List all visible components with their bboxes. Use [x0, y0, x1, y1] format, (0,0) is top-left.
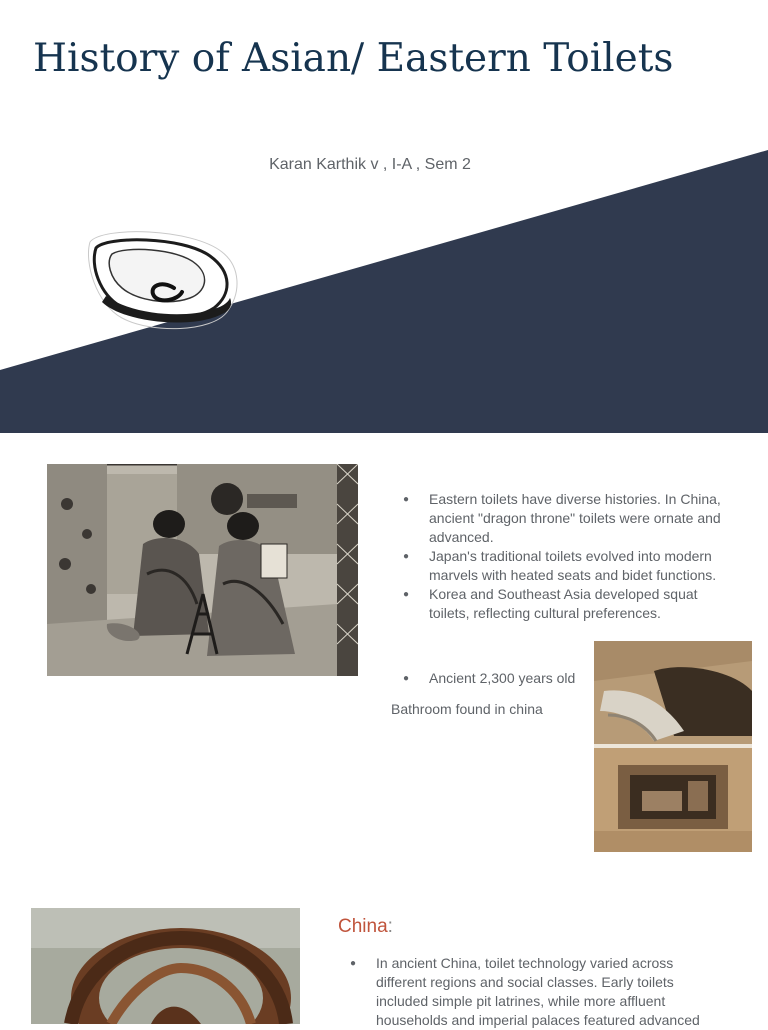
- japanese-illustration-image: [47, 464, 358, 676]
- author-subtitle: Karan Karthik v , I-A , Sem 2: [269, 156, 471, 173]
- wooden-toilet-photo: [31, 908, 300, 1024]
- list-item: ● Ancient 2,300 years old: [403, 669, 593, 688]
- list-item: ● Eastern toilets have diverse histories. In China, ancient "dragon throne" toilets were ornate and advanced.: [403, 490, 733, 547]
- china-bullet-list: [350, 954, 710, 1030]
- list-item: ● Korea and Southeast Asia developed squat toilets, reflecting cultural preferences.: [403, 585, 733, 623]
- list-item: ● Japan's traditional toilets evolved into modern marvels with heated seats and bidet functions.: [403, 547, 733, 585]
- overview-bullet-list: [403, 490, 733, 623]
- list-item: ● In ancient China, toilet technology varied across different regions and social classes. Early toilets included simple pit latrines, while more affluent households and imperial palaces featured advanced: [350, 954, 710, 1030]
- ancient-bullet-list: [403, 669, 593, 688]
- photo-caption: Bathroom found in china: [391, 701, 543, 717]
- squat-toilet-icon: [82, 222, 252, 342]
- ancient-bathroom-photo: [594, 641, 752, 852]
- title-slide: [0, 0, 768, 433]
- china-heading-text: China: [338, 916, 388, 937]
- slide-title: History of Asian/ Eastern Toilets: [33, 36, 674, 81]
- china-heading: [338, 916, 393, 938]
- china-heading-colon: :: [387, 916, 393, 937]
